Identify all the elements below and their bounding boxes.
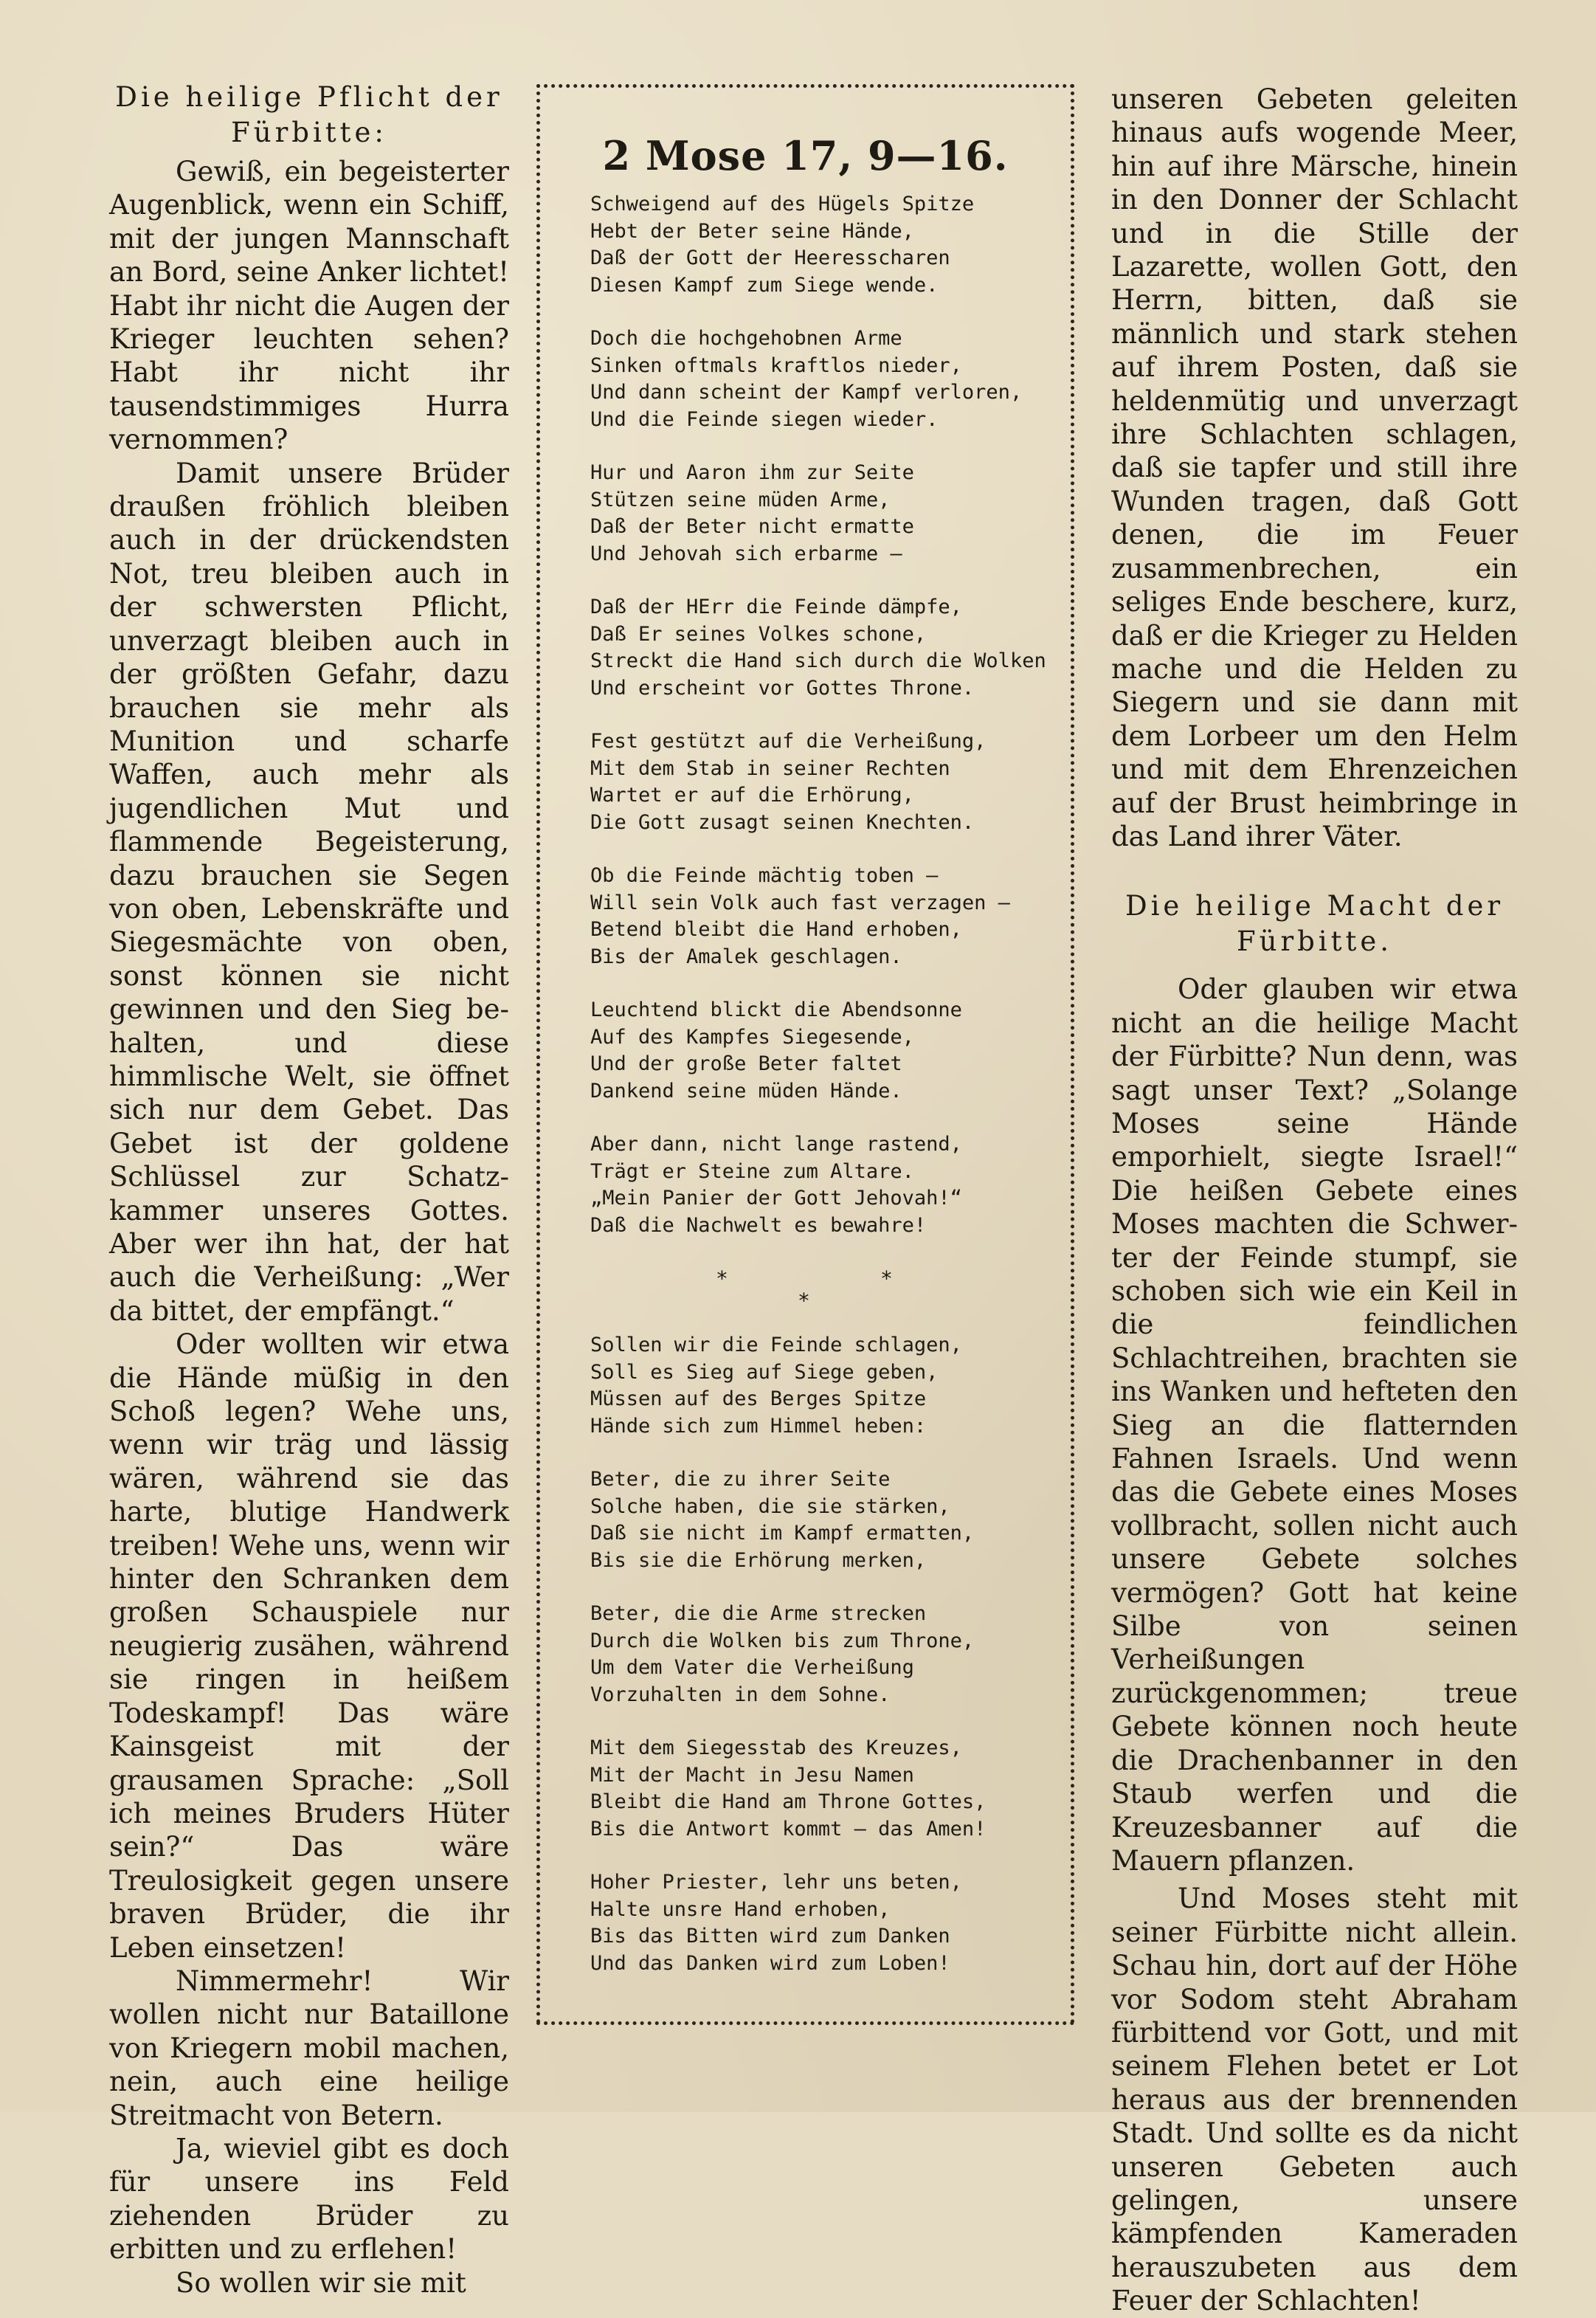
poem-line: Hände sich zum Himmel heben: <box>590 1414 927 1438</box>
poem-line: Sinken oftmals kraftlos nieder, <box>590 353 962 377</box>
poem-line: Bis das Bitten wird zum Danken <box>590 1925 950 1948</box>
poem-stanza <box>590 997 1063 1105</box>
poem-line: Bis der Amalek geschlagen. <box>590 945 902 968</box>
poem-line: Mit dem Siegesstab des Kreuzes, <box>590 1736 962 1759</box>
poem-line: Und der große Beter faltet <box>590 1052 902 1075</box>
poem-line: Solche haben, die sie stärken, <box>590 1494 950 1518</box>
poem-line: Und erscheint vor Gottes Throne. <box>590 676 975 700</box>
poem-line: Mit dem Stab in seiner Rechten <box>590 756 950 780</box>
separator-star: * <box>716 1266 728 1291</box>
poem-line: Und Jehovah sich erbarme — <box>590 542 902 565</box>
poem-line: Daß Er seines Volkes schone, <box>590 622 927 646</box>
poem-line: Will sein Volk auch fast verzagen — <box>590 891 1010 914</box>
poem-title: 2 Mose 17, 9—16. <box>602 132 1009 179</box>
poem-stanza <box>590 1332 1063 1440</box>
poem-line: Hoher Priester, lehr uns beten, <box>590 1871 962 1894</box>
poem-line: Bleibt die Hand am Throne Gottes, <box>590 1790 987 1813</box>
poem-line: Vorzuhalten in dem Sohne. <box>590 1683 891 1706</box>
poem-line: „Mein Panier der Gott Jehovah!“ <box>590 1187 962 1210</box>
poem-line: Und die Feinde siegen wieder. <box>590 407 939 431</box>
separator-star: * <box>880 1266 893 1291</box>
poem-stanza <box>590 594 1063 702</box>
poem-line: Hur und Aaron ihm zur Seite <box>590 461 914 484</box>
poem-stanza <box>590 863 1063 970</box>
poem-body <box>590 191 1063 2004</box>
poem-line: Müssen auf des Berges Spitze <box>590 1387 927 1410</box>
poem-line: Ob die Feinde mächtig toben — <box>590 864 939 887</box>
paragraph: Nimmermehr! Wir wollen nicht nur Bataillone von Kriegern mobil machen, nein, auch eine heilige Streitmacht von Betern. <box>109 1965 509 2131</box>
poem-line: Und dann scheint der Kampf verloren, <box>590 381 1023 404</box>
poem-line: Betend bleibt die Hand erhoben, <box>590 918 962 941</box>
poem-line: Durch die Wolken bis zum Throne, <box>590 1629 975 1652</box>
poem-line: Stützen seine müden Arme, <box>590 488 891 511</box>
paragraph: Damit unsere Brüder draußen fröhlich bleiben auch in der drückendsten Not, treu bleiben auch in der schwersten Pflicht, unverzagt bleiben auch in der größten Gefahr, dazu brauchen sie mehr als Munition und scharfe Waffen, auch mehr als jugendlichen Mut und flammende Begeisterung, dazu brauchen sie Segen von oben, Lebenskräfte und Siegesmächte von oben, sonst können sie nicht gewinnen und den Sieg behalten, und diese himmlische Welt, sie öffnet sich nur dem Gebet. Das Gebet ist der goldene Schlüssel zur Schatzkammer unseres Gottes. Aber wer ihn hat, der hat auch die Verheißung: „Wer da bittet, der empfängt.“ <box>109 457 509 1327</box>
poem-stanza <box>590 460 1063 568</box>
poem-line: Und das Danken wird zum Loben! <box>590 1951 950 1975</box>
poem-line: Daß der Beter nicht ermatte <box>590 515 914 538</box>
stanza-separator <box>590 1266 1063 1317</box>
poem-line: Beter, die zu ihrer Seite <box>590 1468 891 1491</box>
poem-part-one <box>590 191 1063 1239</box>
poem-line: Die Gott zusagt seinen Knechten. <box>590 810 975 834</box>
poem-line: Streckt die Hand sich durch die Wolken <box>590 649 1046 672</box>
right-column <box>1111 83 1518 2318</box>
poem-line: Wartet er auf die Erhörung, <box>590 784 914 807</box>
separator-star: * <box>798 1289 810 1313</box>
poem-line: Um dem Vater die Verheißung <box>590 1656 914 1679</box>
poem-line: Bis die Antwort kommt — das Amen! <box>590 1817 987 1841</box>
poem-line: Auf des Kampfes Siegesende, <box>590 1025 914 1049</box>
poem-line: Hebt der Beter seine Hände, <box>590 219 914 243</box>
paragraph-continued: unseren Gebeten geleiten hinaus aufs wogende Meer, hin auf ihre Märsche, hinein in den Donner der Schlacht und in die Stille der Lazarette, wollen Gott, den Herrn, bitten, daß sie männlich und stark stehen auf ihrem Posten, daß sie heldenmütig und unverzagt ihre Schlachten schlagen, daß sie tapfer und still ihre Wunden tragen, daß Gott denen, die im Feuer zusammenbrechen, ein seliges Ende beschere, kurz, daß er die Krieger zu Helden mache und die Helden zu Siegern und sie dann mit dem Lorbeer um den Helm und mit dem Ehrenzeichen auf der Brust heimbringe in das Land ihrer Väter. <box>1111 83 1518 852</box>
poem-line: Sollen wir die Feinde schlagen, <box>590 1334 962 1356</box>
poem-line: Daß sie nicht im Kampf ermatten, <box>590 1522 975 1545</box>
poem-stanza <box>590 728 1063 836</box>
poem-line: Diesen Kampf zum Siege wende. <box>590 273 939 297</box>
poem-stanza <box>590 1466 1063 1574</box>
paragraph: So wollen wir sie mit <box>176 2266 466 2299</box>
poem-line: Doch die hochgehobnen Arme <box>590 327 902 350</box>
poem-line: Daß der HErr die Feinde dämpfe, <box>590 596 962 618</box>
poem-part-two <box>590 1332 1063 1977</box>
poem-line: Soll es Sieg auf Siege geben, <box>590 1360 939 1384</box>
poem-line: Halte unsre Hand erhoben, <box>590 1897 891 1921</box>
poem-line: Aber dann, nicht lange rastend, <box>590 1133 962 1156</box>
paragraph: Gewiß, ein begeisterter Augenblick, wenn ein Schiff, mit der jungen Mannschaft an Bord, seine Anker lichtet! Habt ihr nicht die Augen der Krieger leuchten sehen? Habt ihr nicht ihr tausendstimmiges Hurra vernommen? <box>109 156 509 456</box>
paragraph: Oder wollten wir etwa die Hände müßig in den Schoß legen? Wehe uns, wenn wir träg und lässig wären, während sie das harte, blutige Handwerk treiben! Wehe uns, wenn wir hinter den Schranken dem großen Schauspiele nur neugierig zusähen, während sie ringen in heißem Todeskampf! Das wäre Kainsgeist mit der grausamen Sprache: „Soll ich meines Bruders Hüter sein?“ Das wäre Treulosigkeit gegen unsere braven Brüder, die ihr Leben einsetzen! <box>109 1328 509 1964</box>
left-column <box>109 80 509 2300</box>
poem-stanza <box>590 191 1063 299</box>
paragraph: Oder glauben wir etwa nicht an die heilige Macht der Fürbitte? Nun denn, was sagt unser Text? „Solange Moses seine Hände emporhielt, siegte Israel!“ Die heißen Gebete eines Moses machten die Schwerter der Feinde stumpf, sie schoben sich wie ein Keil in die feindlichen Schlachtreihen, brachten sie ins Wanken und hefteten den Sieg an die flatternden Fahnen Israels. Und wenn das die Gebete eines Moses vollbracht, sollen nicht auch unsere Gebete solches vermögen? Gott hat keine Silbe von seinen Verheißungen zurückgenommen; treue Gebete können noch heute die Drachenbanner in den Staub werfen und die Kreuzesbanner auf die Mauern pflanzen. <box>1111 973 1518 1877</box>
paragraph: Und Moses steht mit seiner Fürbitte nicht allein. Schau hin, dort auf der Höhe vor Sodom steht Abraham fürbittend vor Gott, und mit seinem Flehen betet er Lot heraus aus der brennenden Stadt. Und sollte es da nicht unseren Gebeten auch gelingen, unsere kämpfenden Kameraden herauszubeten aus dem Feuer der Schlachten! <box>1111 1883 1518 2317</box>
poem-line: Fest gestützt auf die Verheißung, <box>590 730 987 753</box>
poem-stanza <box>590 1869 1063 1977</box>
poem-stanza <box>590 1601 1063 1708</box>
poem-stanza <box>590 1735 1063 1843</box>
poem-stanza <box>590 325 1063 433</box>
poem-line: Bis sie die Erhörung merken, <box>590 1548 927 1572</box>
poem-box <box>536 84 1074 2025</box>
poem-stanza <box>590 1131 1063 1239</box>
poem-line: Leuchtend blickt die Abendsonne <box>590 998 962 1021</box>
section-heading-pflicht: Die heilige Pflicht der Fürbitte: <box>115 81 503 148</box>
poem-line: Mit der Macht in Jesu Namen <box>590 1763 914 1787</box>
poem-line: Daß die Nachwelt es bewahre! <box>590 1213 927 1237</box>
poem-line: Daß der Gott der Heeresscharen <box>590 246 950 269</box>
paragraph: Ja, wieviel gibt es doch für unsere ins Feld ziehenden Brüder zu erbitten und zu erflehen! <box>109 2132 509 2266</box>
poem-line: Schweigend auf des Hügels Spitze <box>590 193 975 215</box>
poem-line: Beter, die die Arme strecken <box>590 1602 927 1625</box>
poem-line: Trägt er Steine zum Altare. <box>590 1159 914 1183</box>
section-heading-macht: Die heilige Macht der Fürbitte. <box>1125 890 1505 958</box>
poem-line: Dankend seine müden Hände. <box>590 1079 902 1103</box>
